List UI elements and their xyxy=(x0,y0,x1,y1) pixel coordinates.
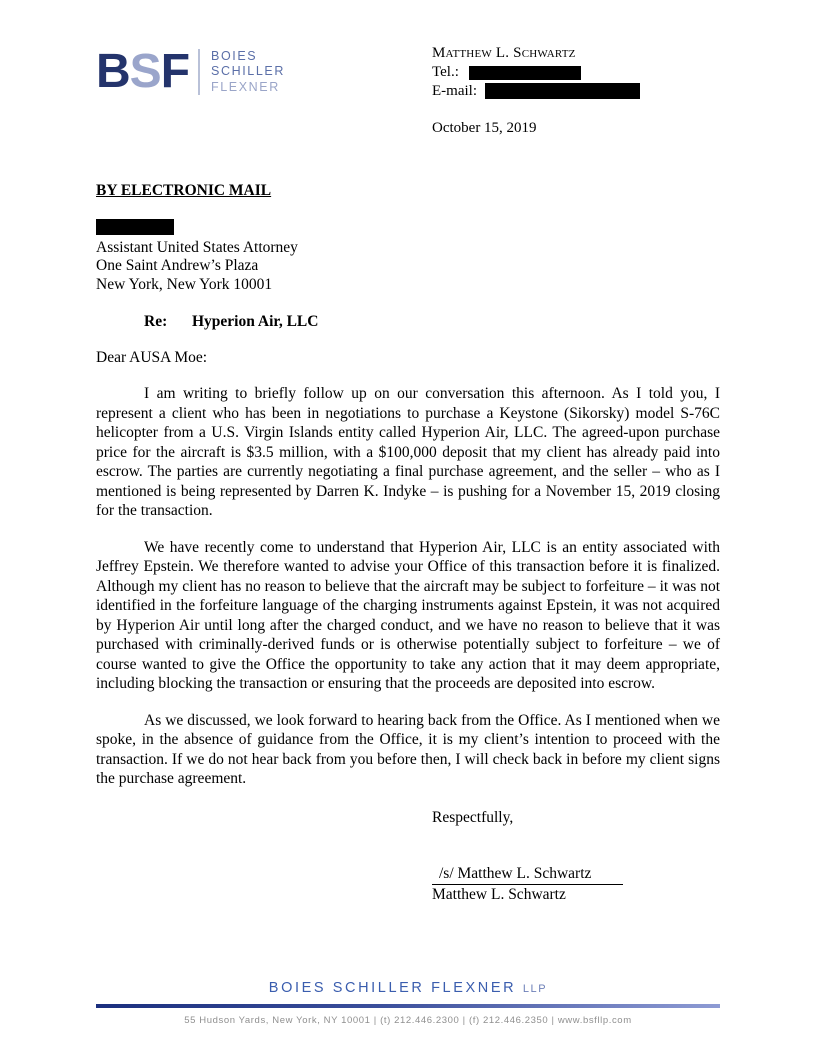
page-footer xyxy=(96,980,720,1026)
delivery-method: BY ELECTRONIC MAIL xyxy=(96,182,272,199)
logo-wordmark xyxy=(211,49,285,96)
footer-firm-name xyxy=(96,980,720,996)
letter-date: October 15, 2019 xyxy=(432,119,537,136)
re-subject: Hyperion Air, LLC xyxy=(192,313,319,330)
letter-content xyxy=(96,40,720,904)
addressee-address-line2: New York, New York 10001 xyxy=(96,275,273,293)
body-paragraph-2: We have recently come to understand that Hyperion Air, LLC is an entity associated with Jeffrey Epstein. We therefore wanted to advise your Office of this transaction before it is finalized. Although my client has no reason to believe that the aircraft may be subject to forfeiture – it was not identified in the forfeiture language of the charging instruments against Epstein, it was not acquired by Hyperion Air until long after the charged conduct, and we have no reason to believe that it was purchased with criminally-derived funds or is otherwise potentially subject to forfeiture – we of course wanted to give the Office the opportunity to take any action that it may deem appropriate, including blocking the transaction or ensuring that the proceeds are deposited into escrow. xyxy=(96,538,720,692)
addressee-title: Assistant United States Attorney xyxy=(96,238,298,256)
closing: Respectfully, xyxy=(432,808,514,826)
footer-gradient-rule xyxy=(96,1004,720,1008)
signature-block xyxy=(432,808,720,905)
attorney-contact-block xyxy=(432,44,640,137)
logo-divider xyxy=(198,49,200,95)
logo-word-flexner: FLEXNER xyxy=(211,79,280,94)
logo-letter-s: S xyxy=(129,45,161,98)
email-line xyxy=(432,82,640,101)
email-label: E-mail: xyxy=(432,83,477,99)
redacted-addressee-name xyxy=(96,219,174,235)
footer-firm-suffix: LLP xyxy=(522,983,548,995)
tel-label: Tel.: xyxy=(432,64,459,80)
logo-word-schiller: SCHILLER xyxy=(211,64,285,79)
letterhead xyxy=(96,42,720,157)
signature-name: Matthew L. Schwartz xyxy=(432,885,566,903)
signature-line-wrap xyxy=(432,864,720,885)
footer-firm-name-text: BOIES SCHILLER FLEXNER xyxy=(268,980,517,996)
re-line xyxy=(96,313,720,331)
attorney-name: Matthew L. Schwartz xyxy=(432,45,576,61)
logo-letter-f: F xyxy=(160,45,190,98)
logo-word-boies: BOIES xyxy=(211,48,258,63)
footer-contact-line: 55 Hudson Yards, New York, NY 10001 | (t) 212.446.2300 | (f) 212.446.2350 | www.bsfllp.com xyxy=(184,1015,632,1026)
redacted-email-address xyxy=(485,83,640,99)
electronic-signature: /s/ Matthew L. Schwartz xyxy=(432,864,623,885)
re-label: Re: xyxy=(144,313,168,330)
salutation: Dear AUSA Moe: xyxy=(96,349,208,366)
body-paragraph-1: I am writing to briefly follow up on our conversation this afternoon. As I told you, I represent a client who has been in negotiations to purchase a Keystone (Sikorsky) model S-76C helicopter from a U.S. Virgin Islands entity called Hyperion Air, LLC. The agreed-upon purchase price for the aircraft is $3.5 million, with a $100,000 deposit that my client has already paid into escrow. The parties are currently negotiating a final purchase agreement, and the seller – who as I mentioned is being represented by Darren K. Indyke – is pushing for a November 15, 2019 closing for the transaction. xyxy=(96,385,720,519)
redacted-phone-number xyxy=(469,66,581,80)
telephone-line xyxy=(432,63,640,82)
logo-letter-b: B xyxy=(96,45,130,98)
bsf-logo-initials xyxy=(96,45,190,98)
body-paragraph-3: As we discussed, we look forward to hearing back from the Office. As I mentioned when we spoke, in the absence of guidance from the Office, it is my client’s intention to proceed with the transaction. If we do not hear back from you before then, I will check back in before my client signs the purchase agreement. xyxy=(96,711,720,787)
addressee-block xyxy=(96,219,720,294)
addressee-address-line1: One Saint Andrew’s Plaza xyxy=(96,257,259,274)
